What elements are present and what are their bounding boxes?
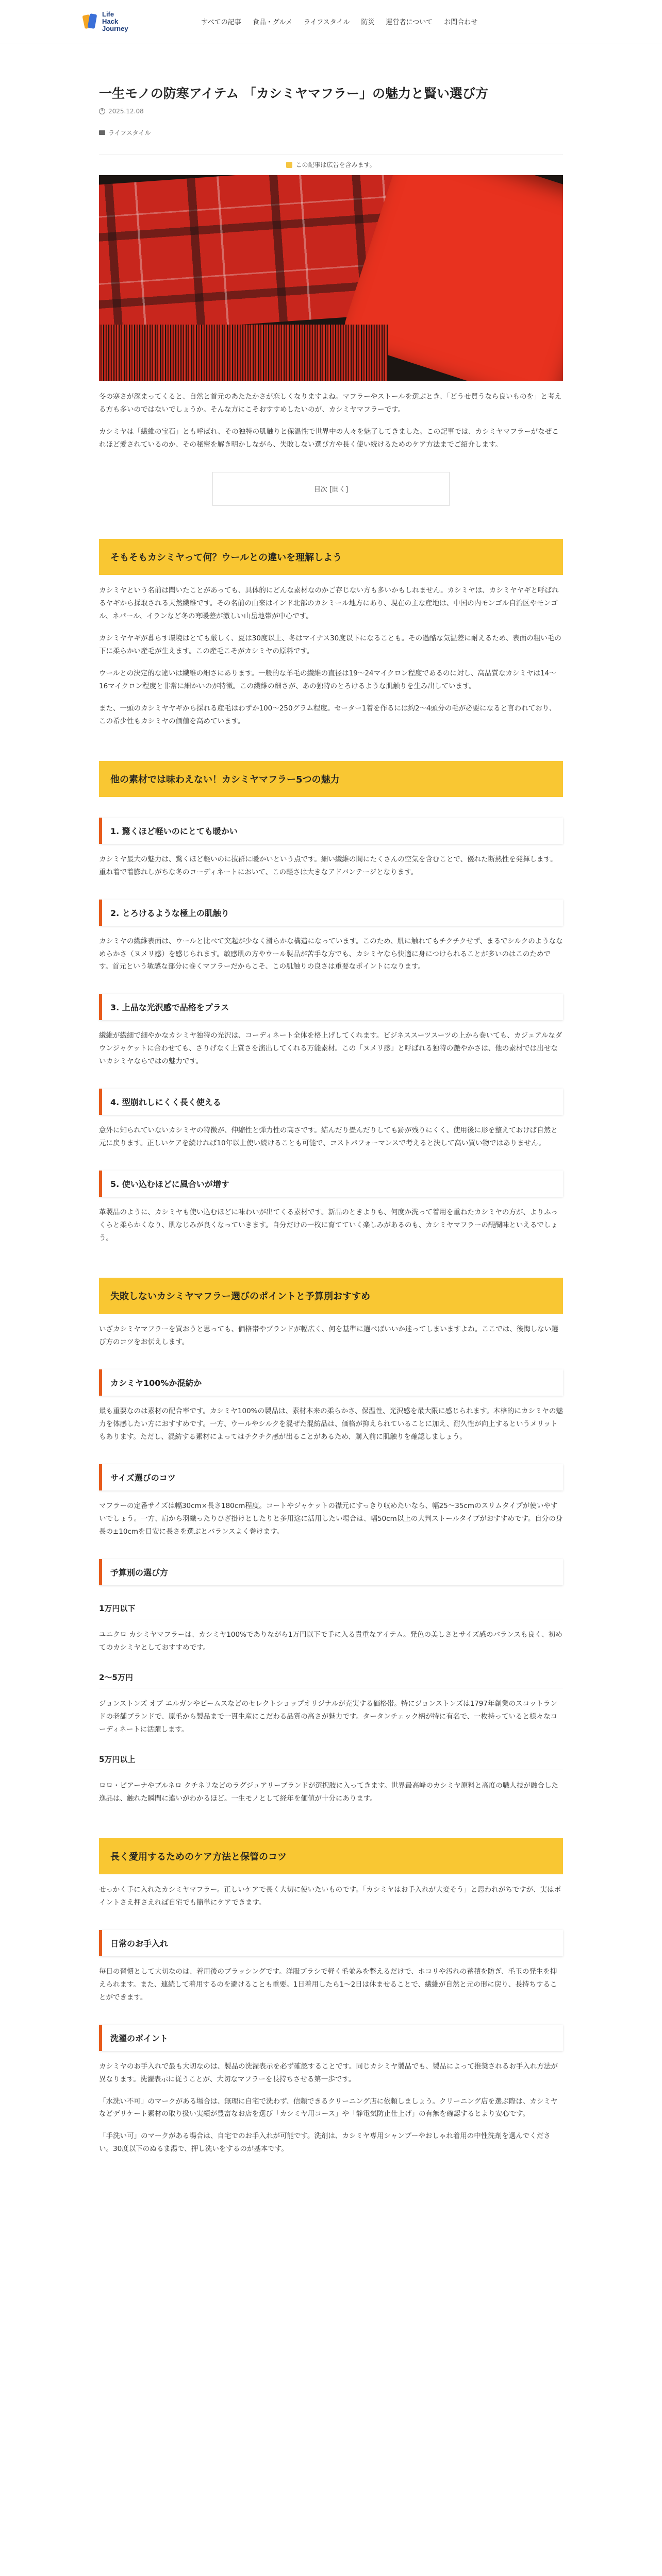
article <box>99 43 563 2156</box>
site-logo[interactable] <box>82 11 201 32</box>
budget-paragraph: ユニクロ カシミヤマフラーは、カシミヤ100%でありながら1万円以下で手に入る貴重なアイテム。発色の美しさとサイズ感のバランスも良く、初めてのカシミヤとしておすすめです。 <box>99 1630 562 1652</box>
subsection-paragraph: 「水洗い不可」のマークがある場合は、無理に自宅で洗わず、信頼できるクリーニング店に依頼しましょう。クリーニング店を選ぶ際は、カシミヤなどデリケート素材の取り扱い実績が豊富なお店を選び「カシミヤ用コース」や「静電気防止仕上げ」の有無を確認するとより安心です。 <box>99 2097 558 2119</box>
section-paragraph: カシミヤヤギが暮らす環境はとても厳しく、夏は30度以上、冬はマイナス30度以下になることも。その過酷な気温差に耐えるため、表面の粗い毛の下に柔らかい産毛が生えます。この産毛こそがカシミヤの原料です。 <box>99 634 561 655</box>
budget-heading: 1万円以下 <box>99 1603 563 1619</box>
section-heading: 他の素材では味わえない！カシミヤマフラー5つの魅力 <box>99 761 563 797</box>
budget-heading: 2〜5万円 <box>99 1672 563 1688</box>
info-icon <box>286 162 292 168</box>
ad-disclosure <box>99 155 563 169</box>
subsection-heading: 2. とろけるような極上の肌触り <box>99 900 563 926</box>
subsection-heading: 1. 驚くほど軽いのにとても暖かい <box>99 818 563 844</box>
subsection-heading: 予算別の選び方 <box>99 1559 563 1585</box>
subsection-paragraph: カシミヤ最大の魅力は、驚くほど軽いのに抜群に暖かいという点です。細い繊維の間にたくさんの空気を含むことで、優れた断熱性を発揮します。重ね着で着膨れしがちな冬のコーディネートにおいて、この軽さは大きなアドバンテージとなります。 <box>99 855 557 876</box>
budget-paragraph: ジョンストンズ オブ エルガンやビームスなどのセレクトショップオリジナルが充実する価格帯。特にジョンストンズは1797年創業のスコットランドの老舗ブランドで、原毛から製品まで一貫生産にこだわる品質の高さが魅力です。タータンチェック柄が特に有名で、一枚持っていると様々なコーディネートに活躍します。 <box>99 1699 557 1734</box>
section-paragraph: ウールとの決定的な違いは繊維の細さにあります。一般的な羊毛の繊維の直径は19〜24マイクロン程度であるのに対し、高品質なカシミヤは14〜16マイクロン程度と非常に細かいのが特徴。この繊維の細さが、あの独特のとろけるような肌触りを生み出しています。 <box>99 669 556 690</box>
nav-item-food[interactable]: 食品・グルメ <box>252 19 292 26</box>
section-paragraph: カシミヤという名前は聞いたことがあっても、具体的にどんな素材なのかご存じない方も多いかもしれません。カシミヤは、カシミヤヤギと呼ばれるヤギから採取される天然繊維です。その名前の由来はインド北部のカシミール地方にあり、現在の主な産地は、中国の内モンゴル自治区やモンゴル、ネパール、イランなど冬の寒暖差が激しい山岳地帯が中心です。 <box>99 586 559 620</box>
subsection-paragraph: 革製品のように、カシミヤも使い込むほどに味わいが出てくる素材です。新品のときよりも、何度か洗って着用を重ねたカシミヤの方が、よりふっくらと柔らかくなり、肌なじみが良くなっていきます。自分だけの一枚に育てていく楽しみがあるのも、カシミヤマフラーの醍醐味といえるでしょう。 <box>99 1208 558 1243</box>
clock-icon <box>99 108 105 114</box>
subsection-heading: 日常のお手入れ <box>99 1930 563 1956</box>
category-label[interactable]: ライフスタイル <box>108 129 151 137</box>
budget-heading: 5万円以上 <box>99 1754 563 1770</box>
subsection-heading: 5. 使い込むほどに風合いが増す <box>99 1171 563 1197</box>
folder-icon <box>99 130 105 135</box>
section-paragraph: いざカシミヤマフラーを買おうと思っても、価格帯やブランドが幅広く、何を基準に選べばいいか迷ってしまいますよね。ここでは、後悔しない選び方のコツをお伝えします。 <box>99 1325 558 1347</box>
subsection-paragraph: 最も重要なのは素材の配合率です。カシミヤ100%の製品は、素材本来の柔らかさ、保温性、光沢感を最大限に感じられます。本格的にカシミヤの魅力を体感したい方におすすめです。一方、ウールやシルクを混ぜた混紡品は、価格が抑えられていることに加え、耐久性が向上するというメリットもあります。ただし、混紡する素材によってはチクチク感が出ることがあるため、購入前に肌触りを確認しましょう。 <box>99 1407 563 1442</box>
hero-image-cashmere-scarf <box>99 175 563 381</box>
subsection-paragraph: 繊維が繊細で細やかなカシミヤ独特の光沢は、コーディネート全体を格上げしてくれます。ビジネススーツスーツの上から巻いても、カジュアルなダウンジャケットに合わせても、さりげなく上質さを演出してくれる万能素材。この「ヌメリ感」と呼ばれる独特の艶やかさは、他の素材では出せないカシミヤならではの魅力です。 <box>99 1031 562 1066</box>
subsection-heading: サイズ選びのコツ <box>99 1464 563 1490</box>
subsection-heading: 3. 上品な光沢感で品格をプラス <box>99 994 563 1020</box>
section-heading: 長く愛用するためのケア方法と保管のコツ <box>99 1838 563 1874</box>
site-header <box>0 0 662 43</box>
nav-item-all-articles[interactable]: すべての記事 <box>201 19 241 26</box>
date-text: 2025.12.08 <box>108 108 144 115</box>
nav-item-lifestyle[interactable]: ライフスタイル <box>303 19 350 26</box>
subsection-heading: カシミヤ100%か混紡か <box>99 1369 563 1396</box>
global-nav <box>201 16 477 26</box>
subsection-paragraph: カシミヤのお手入れで最も大切なのは、製品の洗濯表示を必ず確認することです。同じカシミヤ製品でも、製品によって推奨されるお手入れ方法が異なります。洗濯表示に従うことが、大切なマフラーを長持ちさせる第一歩です。 <box>99 2062 558 2083</box>
subsection-paragraph: 毎日の習慣として大切なのは、着用後のブラッシングです。洋服ブラシで軽く毛並みを整えるだけで、ホコリや汚れの蓄積を防ぎ、毛玉の発生を抑えられます。また、連続して着用するのを避けることも重要。1日着用したら1〜2日は休ませることで、繊維が自然と元の形に戻り、長持ちすることができます。 <box>99 1967 557 2002</box>
subsection-paragraph: 意外に知られていないカシミヤの特徴が、伸縮性と弾力性の高さです。結んだり畳んだりしても跡が残りにくく、使用後に形を整えておけば自然と元に戻ります。正しいケアを続ければ10年以上使い続けることも可能で、コストパフォーマンスで考えると決して高い買い物ではありません。 <box>99 1126 558 1148</box>
logo-text: Life Hack Journey <box>102 10 128 32</box>
nav-item-disaster[interactable]: 防災 <box>361 19 375 26</box>
intro-paragraph: 冬の寒さが深まってくると、自然と首元のあたたかさが恋しくなりますよね。マフラーやストールを選ぶとき、「どうせ買うなら良いものを」と考える方も多いのではないでしょうか。そんな方にこそおすすめしたいのが、カシミヤマフラーです。 <box>99 393 561 414</box>
section-heading: そもそもカシミヤって何？ウールとの違いを理解しよう <box>99 539 563 575</box>
nav-item-about[interactable]: 運営者について <box>386 19 433 26</box>
subsection-paragraph: 「手洗い可」のマークがある場合は、自宅でのお手入れが可能です。洗剤は、カシミヤ専用シャンプーやおしゃれ着用の中性洗剤を選んでください。30度以下のぬるま湯で、押し洗いをするのが基本です。 <box>99 2132 551 2154</box>
table-of-contents-toggle[interactable]: 目次 [開く] <box>212 472 450 506</box>
subsection-heading: 4. 型崩れしにくく長く使える <box>99 1089 563 1115</box>
section-heading: 失敗しないカシミヤマフラー選びのポイントと予算別おすすめ <box>99 1278 563 1314</box>
article-category[interactable] <box>99 128 563 137</box>
section-paragraph: せっかく手に入れたカシミヤマフラー。正しいケアで長く大切に使いたいものです。「カシミヤはお手入れが大変そう」と思われがちですが、実はポイントさえ押さえれば自宅でも簡単にケアできます。 <box>99 1885 561 1907</box>
subsection-paragraph: マフラーの定番サイズは幅30cm×長さ180cm程度。コートやジャケットの襟元にすっきり収めたいなら、幅25〜35cmのスリムタイプが使いやすいでしょう。一方、肩から羽織ったりひざ掛けとしたりと多用途に活用したい場合は、幅50cm以上の大判ストールタイプがおすすめです。自分の身長の±10cmを目安に長さを選ぶとバランスよく巻けます。 <box>99 1502 563 1536</box>
nav-item-contact[interactable]: お問合わせ <box>444 19 478 26</box>
section-paragraph: また、一頭のカシミヤヤギから採れる産毛はわずか100〜250グラム程度。セーター1着を作るには約2〜4頭分の毛が必要になると言われており、この希少性もカシミヤの価値を高めています。 <box>99 704 556 725</box>
logo-mark-icon <box>82 13 98 30</box>
intro-paragraph: カシミヤは「繊維の宝石」とも呼ばれ、その独特の肌触りと保温性で世界中の人々を魅了してきました。この記事では、カシミヤマフラーがなぜこれほど愛されているのか、その秘密を解き明かしながら、失敗しない選び方や長く使い続けるためのケア方法までご紹介します。 <box>99 427 559 449</box>
budget-paragraph: ロロ・ピアーナやブルネロ クチネリなどのラグジュアリーブランドが選択肢に入ってきます。世界最高峰のカシミヤ原料と高度の職人技が融合した逸品は、触れた瞬間に違いがわかるほど。一生モノとして経年を価値が十分にあります。 <box>99 1781 558 1803</box>
article-date <box>99 108 563 115</box>
article-title: 一生モノの防寒アイテム 「カシミヤマフラー」の魅力と賢い選び方 <box>99 86 488 101</box>
subsection-heading: 洗濯のポイント <box>99 2025 563 2051</box>
subsection-paragraph: カシミヤの繊維表面は、ウールと比べて突起が少なく滑らかな構造になっています。このため、肌に触れてもチクチクせず、まるでシルクのようななめらかさ（ヌメリ感）を感じられます。敏感肌の方やウール製品が苦手な方でも、カシミヤなら快適に身につけられることが多いのはこのためです。首元という敏感な部分に巻くマフラーだからこそ、この肌触りの良さは重要なポイントになります。 <box>99 937 563 971</box>
ad-disclosure-text: この記事は広告を含みます。 <box>295 161 376 168</box>
